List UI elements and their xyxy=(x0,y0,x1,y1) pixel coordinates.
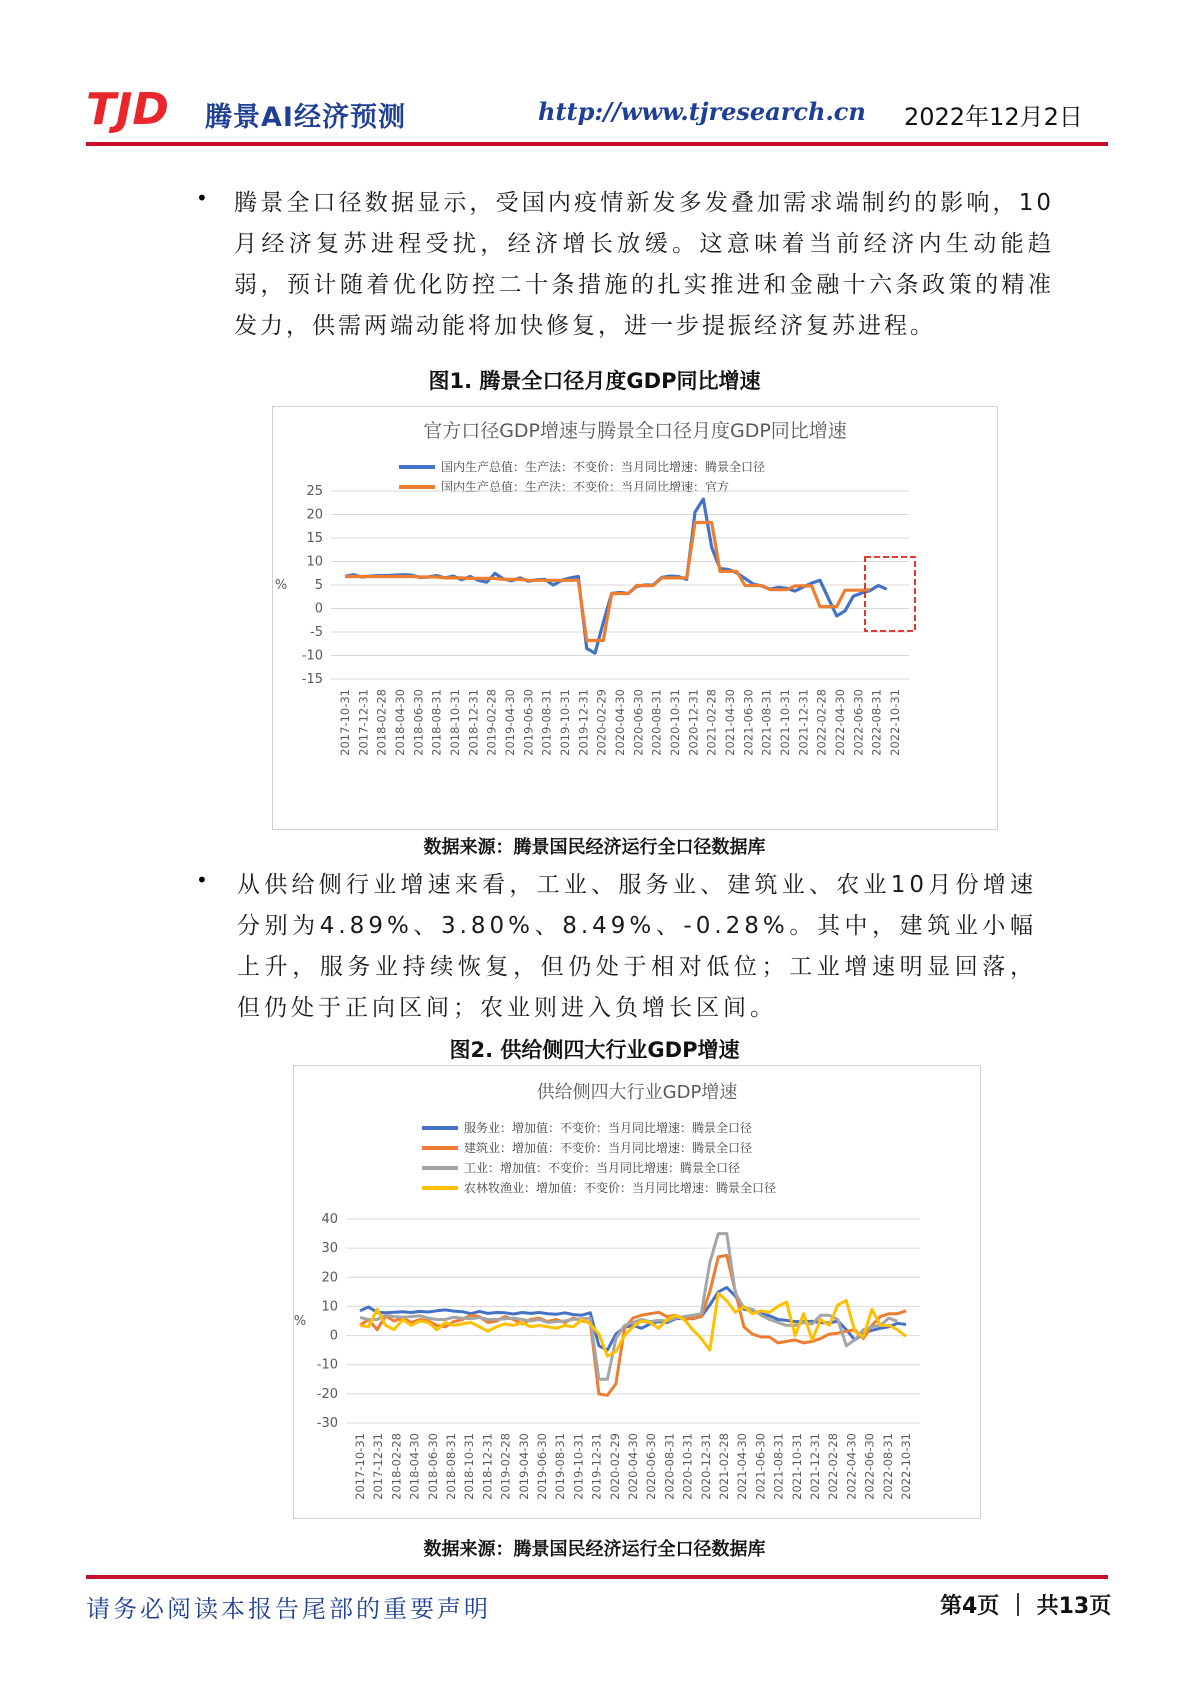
chart-1-title: 官方口径GDP增速与腾景全口径月度GDP同比增速 xyxy=(423,420,847,442)
chart-1-ytick-label: 5 xyxy=(314,578,323,593)
chart-2-xtick-label: 2021-12-31 xyxy=(808,1433,822,1500)
chart-1-xtick-label: 2018-06-30 xyxy=(411,689,426,756)
chart-2-legend-label-2: 建筑业：增加值：不变价：当月同比增速：腾景全口径 xyxy=(464,1141,753,1155)
chart-2-xtick-label: 2018-12-31 xyxy=(480,1433,495,1500)
chart-2-xtick-label: 2020-08-31 xyxy=(662,1433,677,1500)
bullet-1: • xyxy=(196,186,208,210)
chart-1-xtick-label: 2021-04-30 xyxy=(723,689,737,756)
chart-2-xtick-label: 2020-10-31 xyxy=(680,1433,695,1500)
chart-2-xtick-label: 2022-08-31 xyxy=(880,1433,895,1500)
chart-2-xtick-label: 2019-08-31 xyxy=(553,1433,568,1500)
chart-2-xtick-label: 2017-10-31 xyxy=(353,1433,367,1500)
chart-1-xtick-label: 2021-12-31 xyxy=(796,689,811,756)
chart-1-ytick-label: 15 xyxy=(306,531,323,546)
chart-1-xtick-label: 2022-08-31 xyxy=(869,689,884,756)
chart-1-xtick-label: 2022-02-28 xyxy=(814,689,829,756)
chart-2-legend-label-3: 工业：增加值：不变价：当月同比增速：腾景全口径 xyxy=(464,1161,741,1175)
figure-2-chart xyxy=(293,1065,981,1519)
chart-1-xtick-label: 2020-10-31 xyxy=(668,689,682,756)
chart-1-xtick-label: 2020-06-30 xyxy=(631,689,646,756)
chart-2-xtick-label: 2022-04-30 xyxy=(844,1433,859,1500)
chart-2-svg xyxy=(294,1066,980,1518)
report-date: 2022年12月2日 xyxy=(904,103,1083,131)
chart-2-legend-label-4: 农林牧渔业：增加值：不变价：当月同比增速：腾景全口径 xyxy=(464,1181,777,1195)
chart-1-xtick-label: 2022-10-31 xyxy=(888,689,902,756)
chart-2-ytick-label: -20 xyxy=(316,1386,338,1402)
chart-2-xtick-label: 2020-04-30 xyxy=(626,1433,640,1500)
chart-1-xtick-label: 2018-08-31 xyxy=(429,689,444,756)
chart-1-xtick-label: 2017-10-31 xyxy=(338,689,352,756)
figure-2-source: 数据来源：腾景国民经济运行全口径数据库 xyxy=(423,1539,766,1560)
chart-2-title: 供给侧四大行业GDP增速 xyxy=(536,1082,738,1103)
chart-1-xtick-label: 2019-02-28 xyxy=(484,689,499,756)
paragraph-1: 腾景全口径数据显示，受国内疫情新发多发叠加需求端制约的影响，10月经济复苏进程受扰，经济增长放缓。这意味着当前经济内生动能趋弱，预计随着优化防控二十条措施的扎实推进和金融十六条政策的精准发力，供需两端动能将加快修复，进一步提振经济复苏进程。 xyxy=(234,190,1054,339)
header-url[interactable]: http://www.tjresearch.cn xyxy=(538,97,866,126)
chart-1-xtick-label: 2019-08-31 xyxy=(539,689,554,756)
chart-2-ytick-label: -10 xyxy=(316,1357,338,1373)
chart-2-xtick-label: 2019-02-28 xyxy=(498,1433,513,1500)
chart-1-xtick-label: 2019-06-30 xyxy=(521,689,536,756)
chart-2-xtick-label: 2018-08-31 xyxy=(444,1433,458,1500)
chart-1-xtick-label: 2022-04-30 xyxy=(833,689,847,756)
brand-name: 腾景AI经济预测 xyxy=(205,102,406,133)
chart-2-xtick-label: 2021-04-30 xyxy=(735,1433,750,1500)
chart-1-xtick-label: 2020-02-29 xyxy=(594,689,609,756)
figure-1-caption: 图1. 腾景全口径月度GDP同比增速 xyxy=(428,369,761,393)
chart-2-xtick-label: 2020-12-31 xyxy=(698,1433,713,1500)
chart-1-xtick-label: 2019-10-31 xyxy=(558,689,572,756)
chart-1-highlight-box xyxy=(865,557,915,631)
chart-2-xtick-label: 2021-02-28 xyxy=(717,1433,731,1500)
chart-1-xtick-label: 2021-08-31 xyxy=(759,689,774,756)
logo-text: TJD xyxy=(86,84,169,135)
chart-1-xtick-label: 2022-06-30 xyxy=(851,689,866,756)
chart-2-xtick-label: 2018-10-31 xyxy=(462,1433,477,1500)
chart-2-ytick-label: 10 xyxy=(321,1299,338,1315)
chart-2-ytick-label: 0 xyxy=(329,1328,338,1344)
header-rule xyxy=(86,142,1108,146)
figure-1-chart xyxy=(272,406,998,830)
chart-2-xtick-label: 2019-04-30 xyxy=(516,1433,531,1500)
chart-2-xtick-label: 2019-10-31 xyxy=(571,1433,586,1500)
chart-2-xtick-label: 2020-02-29 xyxy=(607,1433,622,1500)
chart-2-ytick-label: 30 xyxy=(321,1241,338,1257)
chart-1-ytick-label: 20 xyxy=(306,507,323,523)
chart-1-legend-label-2: 国内生产总值：生产法：不变价：当月同比增速：官方 xyxy=(441,480,730,494)
chart-1-xtick-label: 2021-06-30 xyxy=(741,689,756,756)
chart-2-xtick-label: 2018-02-28 xyxy=(389,1433,404,1500)
chart-2-xtick-label: 2021-06-30 xyxy=(753,1433,768,1500)
chart-1-ylabel: % xyxy=(274,578,288,593)
chart-2-xtick-label: 2022-02-28 xyxy=(826,1433,841,1500)
bullet-2: • xyxy=(196,868,208,892)
chart-2-legend-label-1: 服务业：增加值：不变价：当月同比增速：腾景全口径 xyxy=(464,1121,753,1135)
chart-2-xtick-label: 2022-10-31 xyxy=(899,1433,913,1500)
chart-2-xtick-label: 2021-10-31 xyxy=(789,1433,804,1500)
chart-1-ytick-label: -10 xyxy=(301,648,323,664)
figure-1-source: 数据来源：腾景国民经济运行全口径数据库 xyxy=(423,837,766,858)
chart-1-xtick-label: 2019-12-31 xyxy=(576,689,591,756)
chart-2-xtick-label: 2020-06-30 xyxy=(644,1433,659,1500)
chart-1-svg xyxy=(273,407,997,829)
chart-1-series-line-2 xyxy=(345,523,870,641)
chart-1-legend-label-1: 国内生产总值：生产法：不变价：当月同比增速：腾景全口径 xyxy=(441,460,766,474)
chart-2-xtick-label: 2018-04-30 xyxy=(407,1433,422,1500)
chart-2-xtick-label: 2017-12-31 xyxy=(371,1433,386,1500)
figure-2-caption: 图2. 供给侧四大行业GDP增速 xyxy=(449,1038,740,1062)
chart-1-xtick-label: 2020-12-31 xyxy=(686,689,701,756)
chart-1-xtick-label: 2020-08-31 xyxy=(649,689,664,756)
chart-2-ylabel: % xyxy=(294,1314,307,1329)
chart-1-xtick-label: 2017-12-31 xyxy=(356,689,371,756)
page-number: 第4页 ｜ 共13页 xyxy=(940,1594,1112,1619)
chart-1-xtick-label: 2018-10-31 xyxy=(448,689,462,756)
chart-1-xtick-label: 2020-04-30 xyxy=(613,689,627,756)
chart-2-plot xyxy=(294,1082,920,1500)
chart-1-ytick-label: -15 xyxy=(301,672,323,687)
chart-2-xtick-label: 2018-06-30 xyxy=(425,1433,440,1500)
disclaimer-notice: 请务必阅读本报告尾部的重要声明 xyxy=(86,1595,491,1623)
chart-1-xtick-label: 2019-04-30 xyxy=(503,689,517,756)
chart-1-ytick-label: -5 xyxy=(310,625,323,640)
chart-1-xtick-label: 2021-10-31 xyxy=(778,689,792,756)
footer-rule xyxy=(86,1575,1108,1579)
chart-1-xtick-label: 2018-04-30 xyxy=(393,689,407,756)
chart-1-ytick-label: 10 xyxy=(306,554,323,570)
chart-2-xtick-label: 2022-06-30 xyxy=(862,1433,877,1500)
chart-1-xtick-label: 2018-02-28 xyxy=(374,689,389,756)
chart-2-ytick-label: -30 xyxy=(316,1416,338,1431)
chart-1-ytick-label: 25 xyxy=(306,484,323,499)
chart-1-plot xyxy=(275,420,909,756)
paragraph-2: 从供给侧行业增速来看，工业、服务业、建筑业、农业10月份增速分别为4.89%、3.80%、8.49%、-0.28%。其中，建筑业小幅上升，服务业持续恢复，但仍处于相对低位；工业增速明显回落，但仍处于正向区间；农业则进入负增长区间。 xyxy=(237,872,1037,1021)
chart-2-xtick-label: 2019-06-30 xyxy=(535,1433,549,1500)
chart-1-ytick-label: 0 xyxy=(314,601,323,617)
chart-1-xtick-label: 2021-02-28 xyxy=(704,689,719,756)
chart-2-ytick-label: 20 xyxy=(321,1270,338,1286)
chart-2-ytick-label: 40 xyxy=(321,1212,338,1227)
chart-1-xtick-label: 2018-12-31 xyxy=(466,689,481,756)
chart-2-xtick-label: 2019-12-31 xyxy=(589,1433,604,1500)
chart-2-xtick-label: 2021-08-31 xyxy=(771,1433,786,1500)
